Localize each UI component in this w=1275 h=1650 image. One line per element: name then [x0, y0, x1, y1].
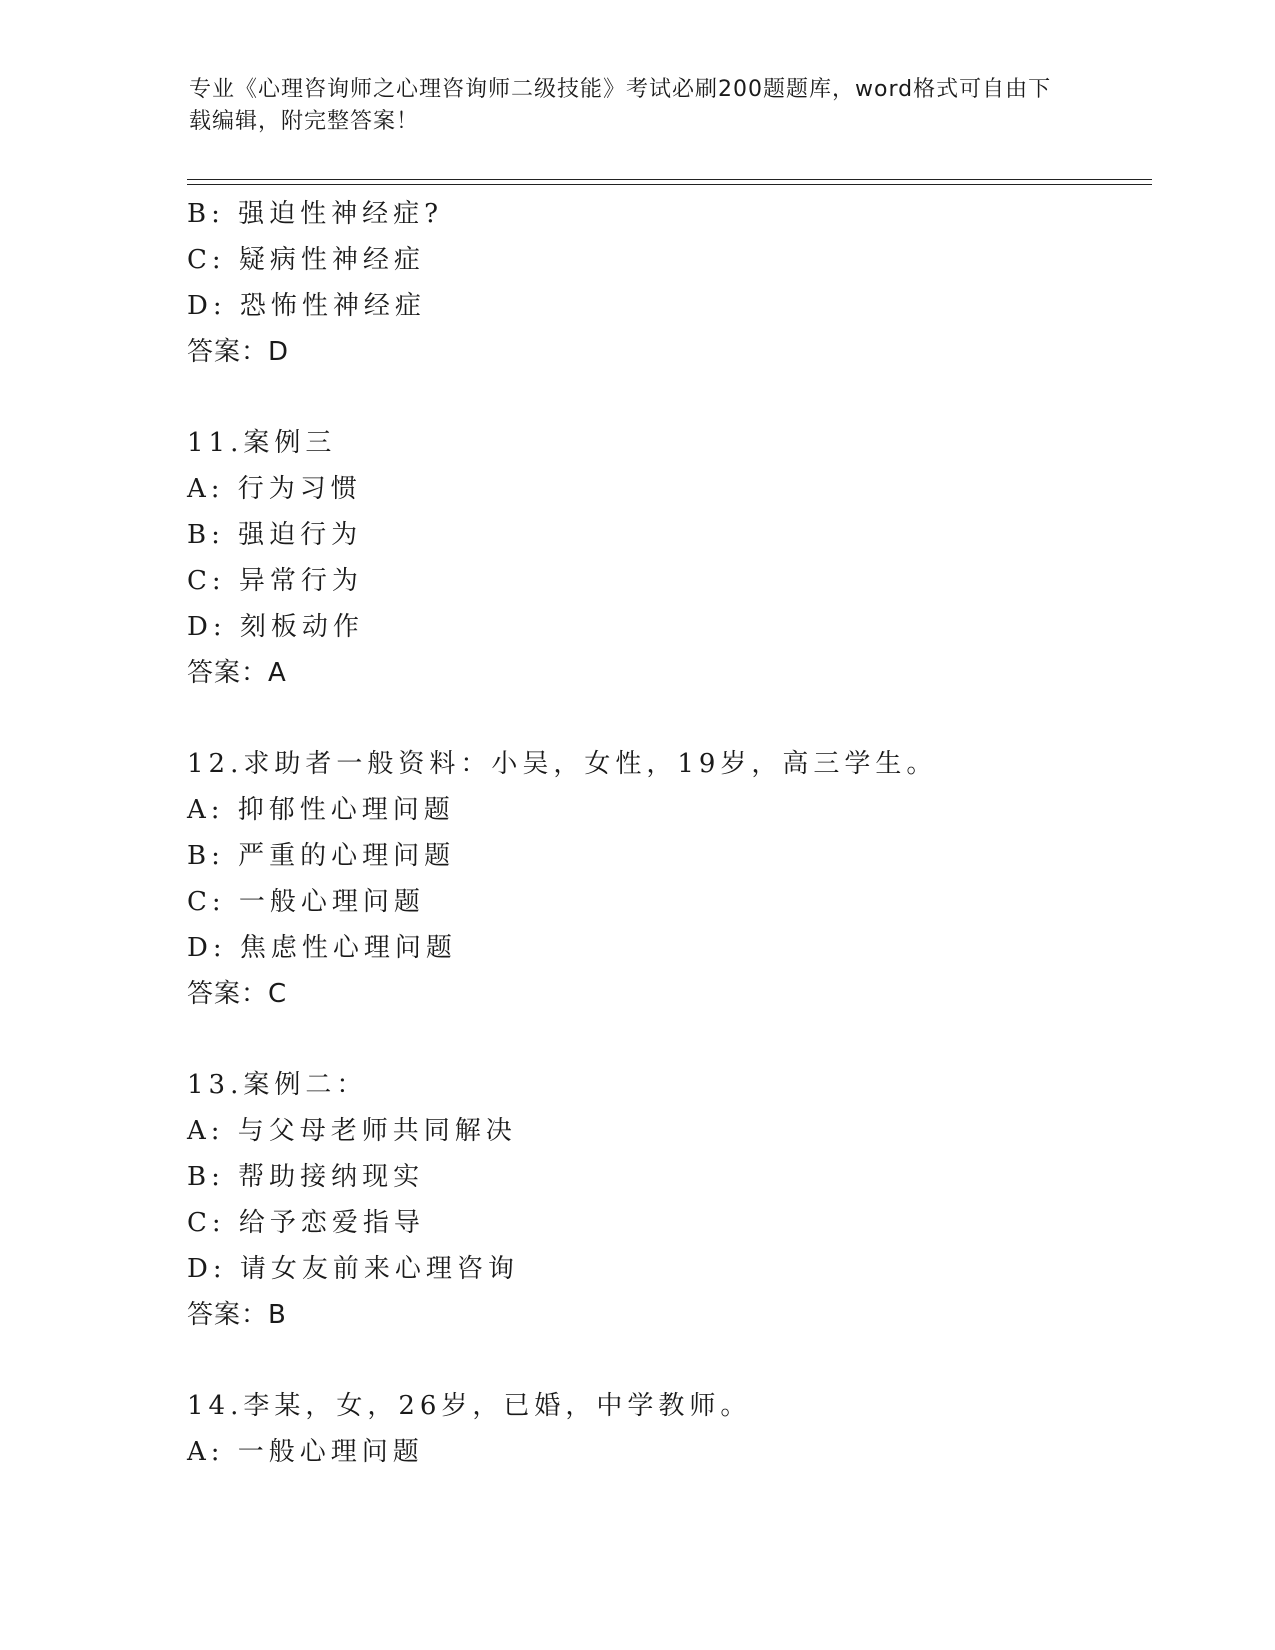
header-divider-bottom — [187, 184, 1152, 185]
option-b: B: 强迫性神经症? — [187, 199, 444, 229]
question-stem: 11.案例三 — [187, 428, 337, 458]
spacer — [187, 696, 1147, 741]
answer-line: 答案：D — [187, 337, 290, 367]
spacer — [187, 1338, 1147, 1383]
option-a: A: 行为习惯 — [187, 474, 362, 504]
question-stem: 14.李某，女，26岁，已婚，中学教师。 — [187, 1391, 752, 1421]
question-12 — [187, 741, 1147, 1017]
option-a: A: 抑郁性心理问题 — [187, 795, 455, 825]
answer-line: 答案：C — [187, 979, 288, 1009]
question-stem: 12.求助者一般资料：小吴，女性，19岁，高三学生。 — [187, 749, 938, 779]
option-a: A: 一般心理问题 — [187, 1437, 424, 1467]
header-divider-top — [187, 179, 1152, 180]
option-d: D: 恐怖性神经症 — [187, 291, 426, 321]
question-14 — [187, 1383, 1147, 1475]
option-c: C: 疑病性神经症 — [187, 245, 425, 275]
option-a: A: 与父母老师共同解决 — [187, 1116, 517, 1146]
spacer — [187, 1017, 1147, 1062]
question-list — [187, 191, 1147, 1475]
question-stem: 13.案例二： — [187, 1070, 368, 1100]
answer-line: 答案：A — [187, 658, 287, 688]
question-13 — [187, 1062, 1147, 1338]
option-c: C: 异常行为 — [187, 566, 363, 596]
option-c: C: 一般心理问题 — [187, 887, 425, 917]
question-11 — [187, 420, 1147, 696]
option-b: B: 帮助接纳现实 — [187, 1162, 425, 1192]
option-d: D: 焦虑性心理问题 — [187, 933, 457, 963]
question-fragment — [187, 191, 1147, 375]
option-c: C: 给予恋爱指导 — [187, 1208, 425, 1238]
answer-line: 答案：B — [187, 1300, 287, 1330]
spacer — [187, 375, 1147, 420]
option-d: D: 请女友前来心理咨询 — [187, 1254, 519, 1284]
document-header: 专业《心理咨询师之心理咨询师二级技能》考试必刷200题题库，word格式可自由下载编辑，附完整答案！ — [189, 77, 1052, 134]
option-d: D: 刻板动作 — [187, 612, 364, 642]
option-b: B: 严重的心理问题 — [187, 841, 456, 871]
option-b: B: 强迫行为 — [187, 520, 363, 550]
